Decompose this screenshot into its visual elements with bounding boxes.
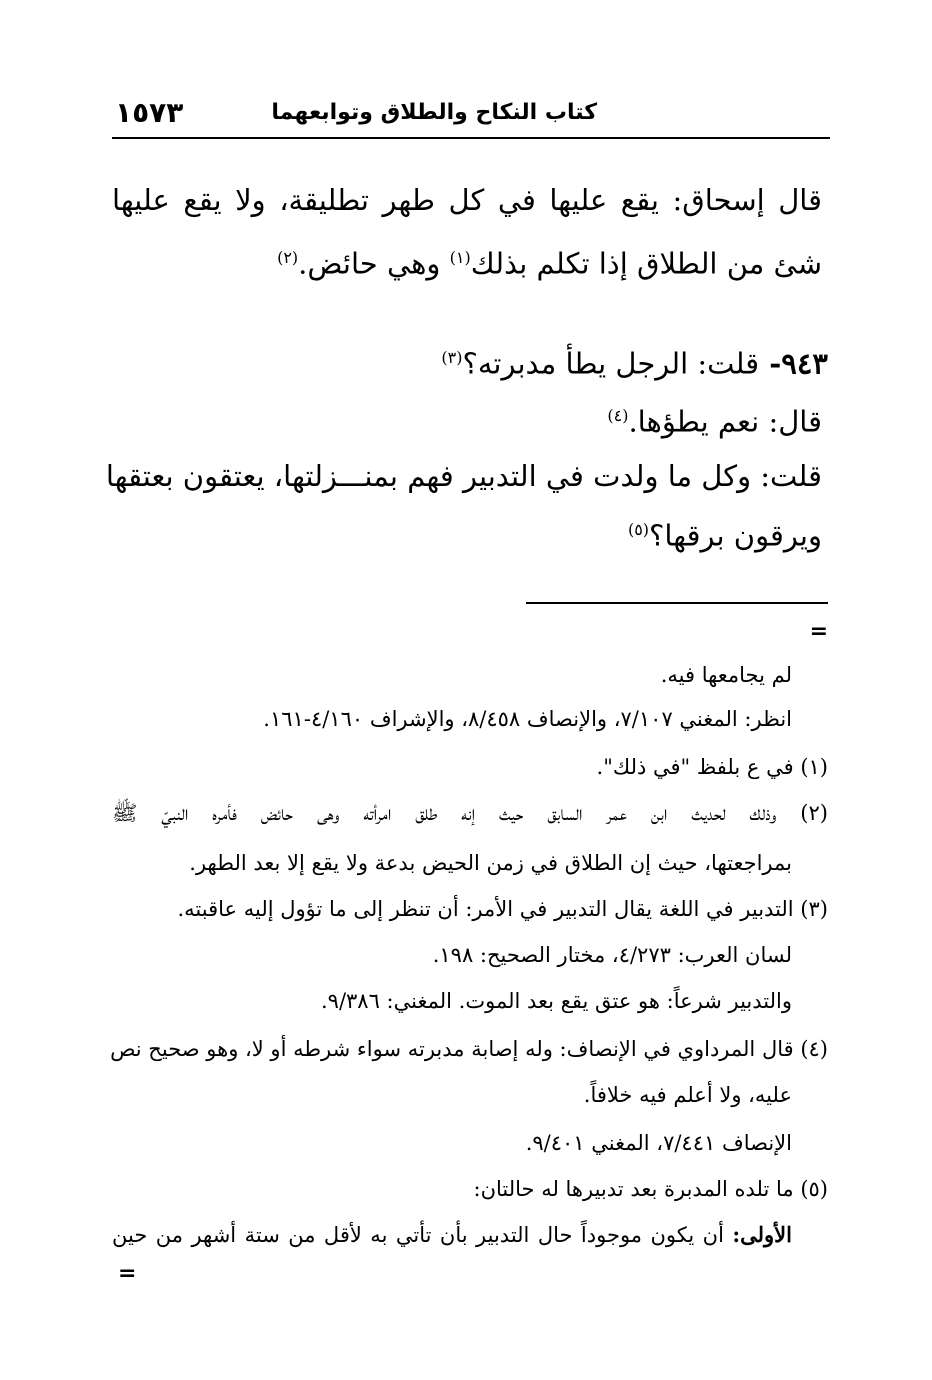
footnote-ref-5: (٥) bbox=[627, 520, 650, 539]
question-text: قلت: الرجل يطأ مدبرته؟ bbox=[462, 346, 760, 381]
footnote-5-text: أن يكون موجوداً حال التدبير بأن تأتي به لأقل من ستة أشهر من حين bbox=[112, 1223, 733, 1247]
footnote-5-label: الأولى: bbox=[732, 1222, 792, 1247]
header-rule bbox=[112, 137, 830, 139]
paragraph-1-line-1: قال إسحاق: يقع عليها في كل طهر تطليقة، ولا يقع عليها bbox=[112, 183, 822, 217]
footnote-ref-3: (٣) bbox=[441, 348, 463, 367]
footnote-ref-1: (١) bbox=[449, 248, 471, 267]
footnote-3-line-1: (٣) التدبير في اللغة يقال التدبير في الأمر: أن تنظر إلى ما تؤول إليه عاقبته. bbox=[177, 897, 828, 921]
question-2-line-2 bbox=[628, 510, 822, 556]
answer-text: قال: نعم يطؤها. bbox=[628, 404, 822, 439]
question-2-text: ويرقون برقها؟ bbox=[649, 518, 822, 553]
footnote-continued-line-2: انظر: المغني ٧/١٠٧، والإنصاف ٨/٤٥٨، والإشراف ٤/١٦٠-١٦١. bbox=[263, 707, 792, 731]
footnote-2-line-2: بمراجعتها، حيث إن الطلاق في زمن الحيض بدعة ولا يقع إلا بعد الطهر. bbox=[189, 851, 792, 875]
continues-mark: = bbox=[118, 1261, 137, 1286]
running-header-title: كتاب النكاح والطلاق وتوابعهما bbox=[271, 100, 597, 125]
paragraph-1-text-a: شئ من الطلاق إذا تكلم بذلك bbox=[470, 246, 822, 281]
paragraph-1-text-b: وهي حائض. bbox=[298, 246, 450, 281]
continued-from-mark: = bbox=[809, 619, 828, 644]
footnote-5-line-1: (٥) ما تلده المدبرة بعد تدبيرها له حالتان: bbox=[473, 1177, 828, 1201]
footnote-3-line-2: لسان العرب: ٤/٢٧٣، مختار الصحيح: ١٩٨. bbox=[432, 943, 792, 967]
question-2-line-1: قلت: وكل ما ولدت في التدبير فهم بمنـــزلتها، يعتقون بعتقها bbox=[105, 459, 822, 493]
footnote-continued-line-1: لم يجامعها فيه. bbox=[660, 663, 792, 687]
paragraph-1-line-2 bbox=[277, 238, 822, 284]
footnote-2-line-1: (٢) وذلك لحديث ابن عمر السابق حيث إنه طلق امرأته وهى حائض فأمره النبيّ ﷺ bbox=[112, 801, 828, 825]
footnote-separator bbox=[526, 602, 828, 604]
footnote-1: (١) في ع بلفظ "في ذلك". bbox=[596, 755, 828, 779]
answer-line bbox=[607, 396, 822, 442]
question-number: ٩٤٣- bbox=[759, 346, 828, 381]
footnote-ref-4: (٤) bbox=[607, 406, 629, 425]
footnote-ref-2: (٢) bbox=[277, 248, 299, 267]
question-943 bbox=[441, 338, 828, 384]
footnote-3-line-3: والتدبير شرعاً: هو عتق يقع بعد الموت. المغني: ٩/٣٨٦. bbox=[320, 989, 792, 1013]
footnote-4-line-3: الإنصاف ٧/٤٤١، المغني ٩/٤٠١. bbox=[525, 1131, 792, 1155]
footnote-5-line-2 bbox=[112, 1220, 792, 1250]
footnote-4-line-2: عليه، ولا أعلم فيه خلافاً. bbox=[583, 1083, 792, 1107]
page-number: ١٥٧٣ bbox=[115, 96, 184, 129]
footnote-4-line-1: (٤) قال المرداوي في الإنصاف: وله إصابة مدبرته سواء شرطه أو لا، وهو صحيح نص bbox=[110, 1037, 828, 1061]
